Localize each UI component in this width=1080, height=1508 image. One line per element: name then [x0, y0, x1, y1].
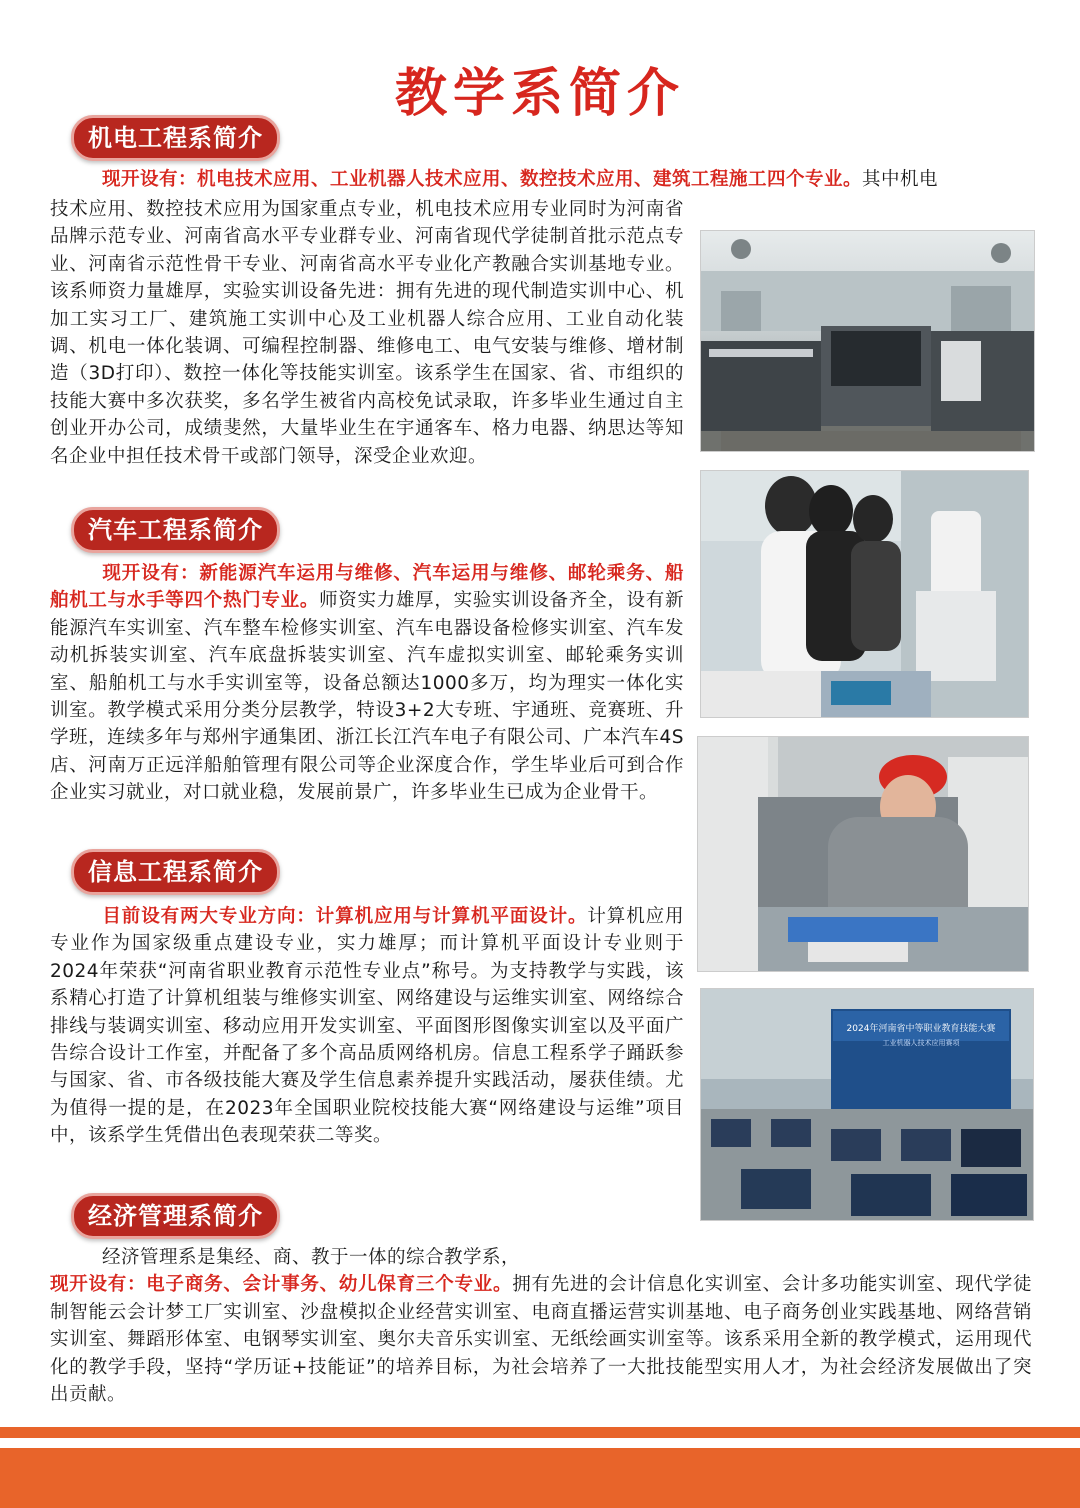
photo-computer-lab-image	[701, 989, 1033, 1220]
auto-highlight: 现开设有：新能源汽车运用与维修、汽车运用与维修、邮轮乘务、船舶机工与水手等四个热门专业。	[50, 563, 684, 612]
photo-computer-lab	[700, 988, 1034, 1221]
section-heading-auto: 汽车工程系简介	[71, 507, 280, 553]
info-body: 计算机应用专业作为国家级重点建设专业，实力雄厚；而计算机平面设计专业则于2024年荣获“河南省职业教育示范性专业点”称号。为支持教学与实践，该系精心打造了计算机组装与维修实训室、网络建设与运维实训室、网络综合排线与装调实训室、移动应用开发实训室、平面图形图像实训室以及平面广告综合设计工作室，并配备了多个高品质网络机房。信息工程系学子踊跃参与国家、省、市各级技能大赛及学生信息素养提升实践活动，屡获佳绩。尤为值得一提的是，在2023年全国职业院校技能大赛“网络建设与运维”项目中，该系学生凭借出色表现荣获二等奖。	[50, 906, 684, 1147]
lab-banner-text: 2024年河南省中等职业教育技能大赛	[846, 1024, 996, 1034]
photo-students-robot	[700, 470, 1029, 718]
section-heading-info: 信息工程系简介	[71, 849, 280, 895]
photo-worker-helmet-image	[698, 737, 1028, 971]
auto-body: 师资实力雄厚，实验实训设备齐全，设有新能源汽车实训室、汽车整车检修实训室、汽车电器设备检修实训室、汽车发动机拆装实训室、汽车底盘拆装实训室、汽车虚拟实训室、邮轮乘务实训室、船舶机工与水手实训室等，设备总额达1000多万，均为理实一体化实训室。教学模式采用分类分层教学，特设3+2大专班、宇通班、竞赛班、升学班，连续多年与郑州宇通集团、浙江长江汽车电子有限公司、广本汽车4S店、河南万正远洋船舶管理有限公司等企业深度合作，学生毕业后可到合作企业实习就业，对口就业稳，发展前景广，许多毕业生已成为企业骨干。	[50, 590, 684, 804]
section-heading-econ: 经济管理系简介	[71, 1193, 280, 1239]
section-text-auto	[50, 560, 684, 807]
econ-highlight: 现开设有：电子商务、会计事务、幼儿保育三个专业。	[50, 1274, 513, 1296]
section-text-mech-cont: 技术应用、数控技术应用为国家重点专业，机电技术应用专业同时为河南省品牌示范专业、河南省高水平专业群专业、河南省现代学徒制首批示范点专业、河南省示范性骨干专业、河南省高水平专业化产教融合实训基地专业。该系师资力量雄厚，实验实训设备先进：拥有先进的现代制造实训中心、机加工实习工厂、建筑施工实训中心及工业机器人综合应用、工业自动化装调、机电一体化装调、可编程控制器、维修电工、电气安装与维修、增材制造（3D打印）、数控一体化等技能实训室。该系学生在国家、省、市组织的技能大赛中多次获奖，多名学生被省内高校免试录取，许多毕业生通过自主创业开办公司，成绩斐然，大量毕业生在宇通客车、格力电器、纳思达等知名企业中担任技术骨干或部门领导，深受企业欢迎。	[50, 199, 684, 467]
section-heading-mech: 机电工程系简介	[71, 115, 280, 161]
section-text-info	[50, 903, 684, 1150]
section-text-econ	[50, 1244, 1032, 1408]
photo-worker-helmet	[697, 736, 1029, 972]
photo-mechanical-lab-image	[701, 231, 1034, 451]
page-title: 教学系简介	[394, 64, 685, 124]
mech-body-line1: 其中机电	[862, 169, 939, 190]
footer-stripe-thin	[0, 1427, 1080, 1438]
lab-banner-subtext: 工业机器人技术应用赛项	[882, 1039, 960, 1047]
footer-stripe-thick	[0, 1448, 1080, 1508]
econ-body: 拥有先进的会计信息化实训室、会计多功能实训室、现代学徒制智能云会计梦工厂实训室、沙盘模拟企业经营实训室、电商直播运营实训基地、电子商务创业实践基地、网络营销实训室、舞蹈形体室、电钢琴实训室、奥尔夫音乐实训室、无纸绘画实训室等。该系采用全新的教学模式，运用现代化的教学手段，坚持“学历证+技能证”的培养目标，为社会培养了一大批技能型实用人才，为社会经济发展做出了突出贡献。	[50, 1274, 1032, 1406]
section-text-mech	[50, 166, 1032, 196]
econ-intro: 经济管理系是集经、商、教于一体的综合教学系，	[102, 1247, 521, 1268]
photo-students-robot-image	[701, 471, 1028, 717]
info-highlight: 目前设有两大专业方向：计算机应用与计算机平面设计。	[102, 906, 588, 927]
mech-highlight: 现开设有：机电技术应用、工业机器人技术应用、数控技术应用、建筑工程施工四个专业。	[102, 169, 863, 190]
photo-mechanical-lab	[700, 230, 1035, 452]
